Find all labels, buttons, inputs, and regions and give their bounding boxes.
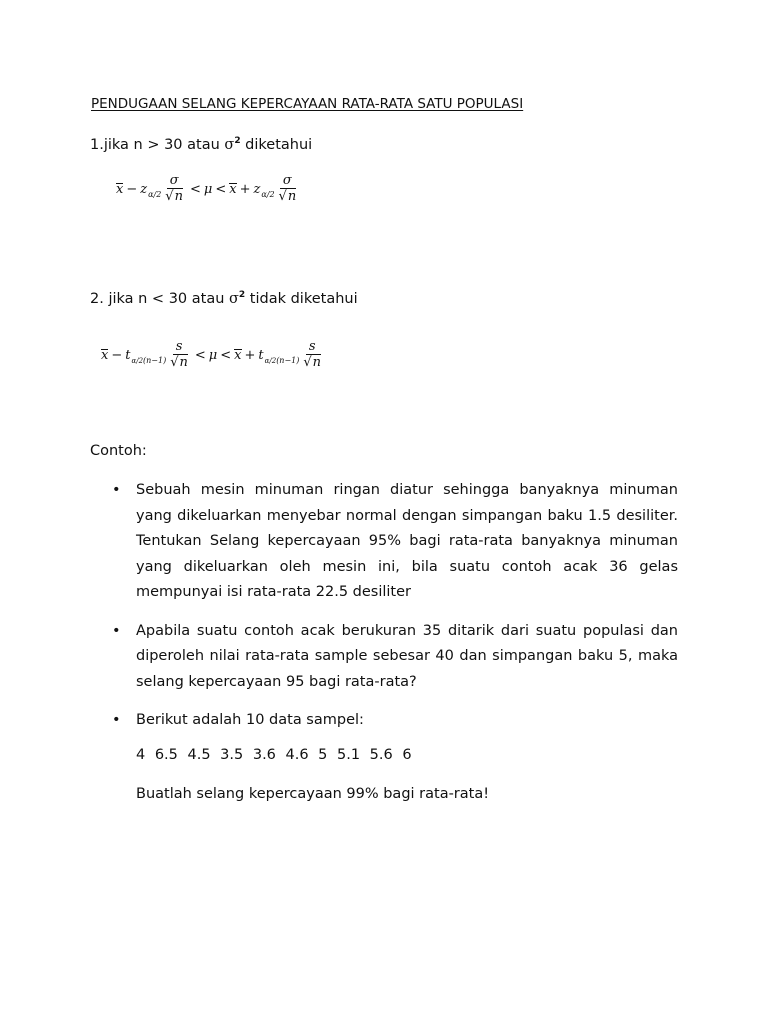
case1-denominator-2: √n xyxy=(278,189,297,204)
example-text-1: Sebuah mesin minuman ringan diatur sehingga banyaknya minuman yang dikeluarkan menyebar normal dengan simpangan baku 1.5 desiliter. Tentukan Selang kepercayaan 95% bagi rata-rata banyaknya minuman yang dikeluarkan oleh mesin ini, bila suatu contoh acak 36 gelas mempunyai isi rata-rata 22.5 desiliter xyxy=(136,482,678,600)
case2-heading xyxy=(90,290,358,307)
case1-z-sub: α/2 xyxy=(148,189,162,199)
case2-numerator-2: s xyxy=(306,339,319,355)
case2-fraction-right xyxy=(301,339,323,371)
case1-denominator: √n xyxy=(165,189,183,204)
case1-heading xyxy=(90,136,312,153)
case1-plus: + xyxy=(239,181,251,197)
list-item xyxy=(112,478,678,606)
case2-t-sub: α/2(n−1) xyxy=(131,355,167,365)
case2-numerator: s xyxy=(173,339,186,355)
case2-xbar: x xyxy=(101,347,109,363)
bullet-icon: • xyxy=(112,712,121,728)
case2-t-2: t xyxy=(258,347,264,363)
case1-fraction-left xyxy=(163,173,185,205)
case2-fraction-left xyxy=(168,339,190,371)
case2-xbar-2: x xyxy=(234,347,242,363)
sample-data: 4 6.5 4.5 3.5 3.6 4.6 5 5.1 5.6 6 xyxy=(136,747,412,763)
case2-plus: + xyxy=(244,347,256,363)
case2-lt-2: < xyxy=(220,347,232,363)
case1-xbar: x xyxy=(116,181,124,197)
case1-formula xyxy=(116,173,300,205)
case1-z-2: z xyxy=(253,181,261,197)
case2-sup: 2 xyxy=(238,290,246,300)
case1-numerator: σ xyxy=(167,173,182,189)
bullet-icon: • xyxy=(112,622,121,639)
case2-minus: − xyxy=(111,347,123,363)
case1-heading-prefix: 1.jika n > 30 atau xyxy=(90,136,225,153)
case1-minus: − xyxy=(126,181,138,197)
case1-heading-suffix: diketahui xyxy=(240,136,313,153)
example-text-3: Berikut adalah 10 data sampel: xyxy=(136,712,364,728)
case2-denominator-2: √n xyxy=(303,355,322,370)
list-item xyxy=(112,619,678,696)
case1-z-sub-2: α/2 xyxy=(261,189,275,199)
case2-heading-prefix: 2. jika n < 30 atau xyxy=(90,290,230,307)
case1-fraction-right xyxy=(277,173,299,205)
case1-z: z xyxy=(140,181,148,197)
page-title: PENDUGAAN SELANG KEPERCAYAAN RATA-RATA SATU POPULASI xyxy=(91,96,524,112)
case1-lt-2: < xyxy=(215,181,227,197)
case2-t-sub-2: α/2(n−1) xyxy=(264,355,300,365)
example-text-2: Apabila suatu contoh acak berukuran 35 ditarik dari suatu populasi dan diperoleh nilai rata-rata sample sebesar 40 dan simpangan baku 5, maka selang kepercayaan 95 bagi rata-rata? xyxy=(136,622,678,690)
case1-sup: 2 xyxy=(234,136,241,146)
case1-numerator-2: σ xyxy=(280,173,295,189)
example-label: Contoh: xyxy=(90,443,147,459)
closing-instruction: Buatlah selang kepercayaan 99% bagi rata-rata! xyxy=(136,786,490,802)
bullet-icon: • xyxy=(112,482,121,498)
example-list xyxy=(112,478,678,747)
case2-denominator: √n xyxy=(170,355,188,370)
case2-t: t xyxy=(125,347,131,363)
case2-mu: μ xyxy=(208,347,218,363)
case1-xbar-2: x xyxy=(229,181,237,197)
case1-mu: μ xyxy=(203,181,213,197)
case1-sigma: σ xyxy=(224,136,235,153)
case2-heading-suffix: tidak diketahui xyxy=(245,290,358,307)
case2-sigma: σ xyxy=(229,290,239,307)
list-item xyxy=(112,708,678,734)
case1-lt-1: < xyxy=(189,181,201,197)
case2-lt-1: < xyxy=(194,347,206,363)
case2-formula xyxy=(101,339,325,371)
